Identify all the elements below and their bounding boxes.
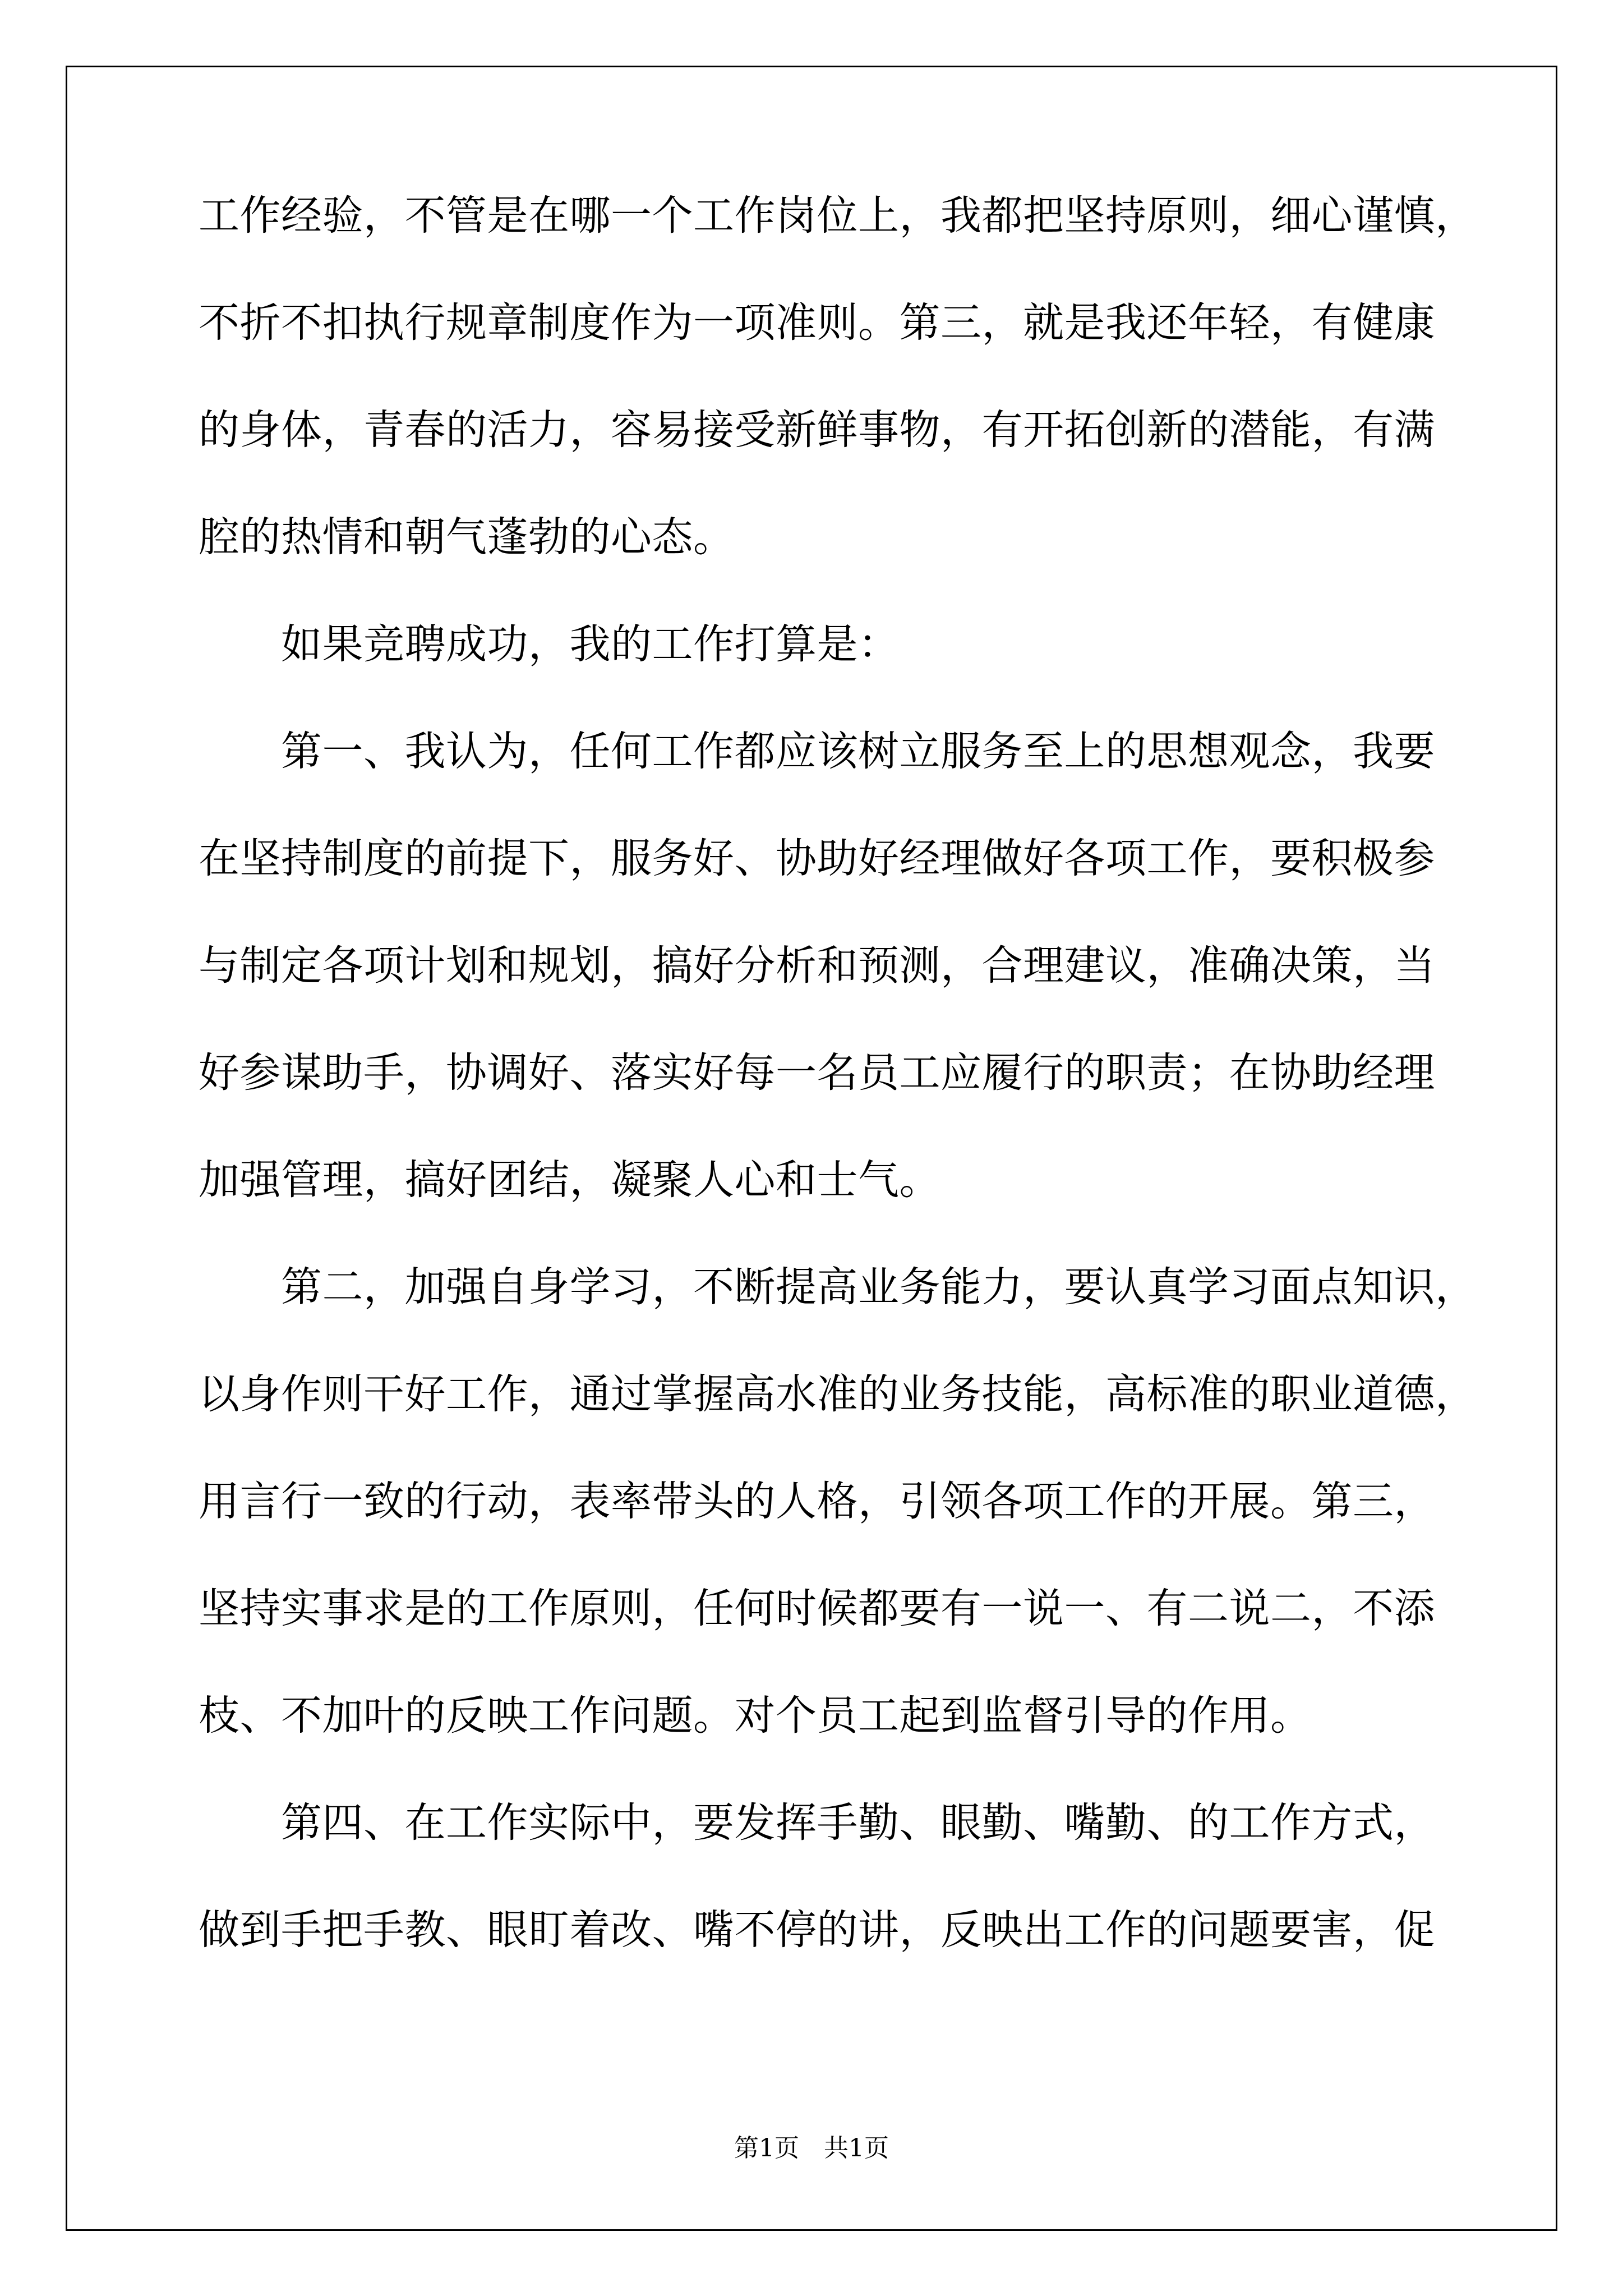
page-number-footer: 第1页 共1页 xyxy=(734,2134,889,2162)
text-line: 如果竞聘成功，我的工作打算是： xyxy=(199,620,900,668)
text-line: 以身作则干好工作，通过掌握高水准的业务技能，高标准的职业道德， xyxy=(199,1370,1477,1418)
text-line: 与制定各项计划和规划，搞好分析和预测，合理建议，准确决策，当 xyxy=(199,942,1435,990)
text-line: 的身体，青春的活力，容易接受新鲜事物，有开拓创新的潜能，有满 xyxy=(199,406,1435,454)
text-line: 枝、不加叶的反映工作问题。对个员工起到监督引导的作用。 xyxy=(199,1692,1312,1740)
text-line: 用言行一致的行动，表率带头的人格，引领各项工作的开展。第三， xyxy=(199,1478,1435,1525)
text-line: 工作经验，不管是在哪一个工作岗位上，我都把坚持原则，细心谨慎， xyxy=(199,192,1477,240)
text-line: 在坚持制度的前提下，服务好、协助好经理做好各项工作，要积极参 xyxy=(199,835,1435,882)
text-line: 好参谋助手，协调好、落实好每一名员工应履行的职责；在协助经理 xyxy=(199,1049,1435,1097)
text-line: 不折不扣执行规章制度作为一项准则。第三，就是我还年轻，有健康 xyxy=(199,299,1435,347)
text-line: 坚持实事求是的工作原则，任何时候都要有一说一、有二说二，不添 xyxy=(199,1585,1435,1632)
text-line: 加强管理，搞好团结，凝聚人心和士气。 xyxy=(199,1156,940,1204)
text-line: 第一、我认为，任何工作都应该树立服务至上的思想观念，我要 xyxy=(199,728,1435,775)
text-line: 腔的热情和朝气蓬勃的心态。 xyxy=(199,513,735,561)
text-line: 做到手把手教、眼盯着改、嘴不停的讲，反映出工作的问题要害，促 xyxy=(199,1906,1435,1954)
text-line: 第二，加强自身学习，不断提高业务能力，要认真学习面点知识， xyxy=(199,1263,1477,1311)
text-line: 第四、在工作实际中，要发挥手勤、眼勤、嘴勤、的工作方式， xyxy=(199,1799,1435,1847)
